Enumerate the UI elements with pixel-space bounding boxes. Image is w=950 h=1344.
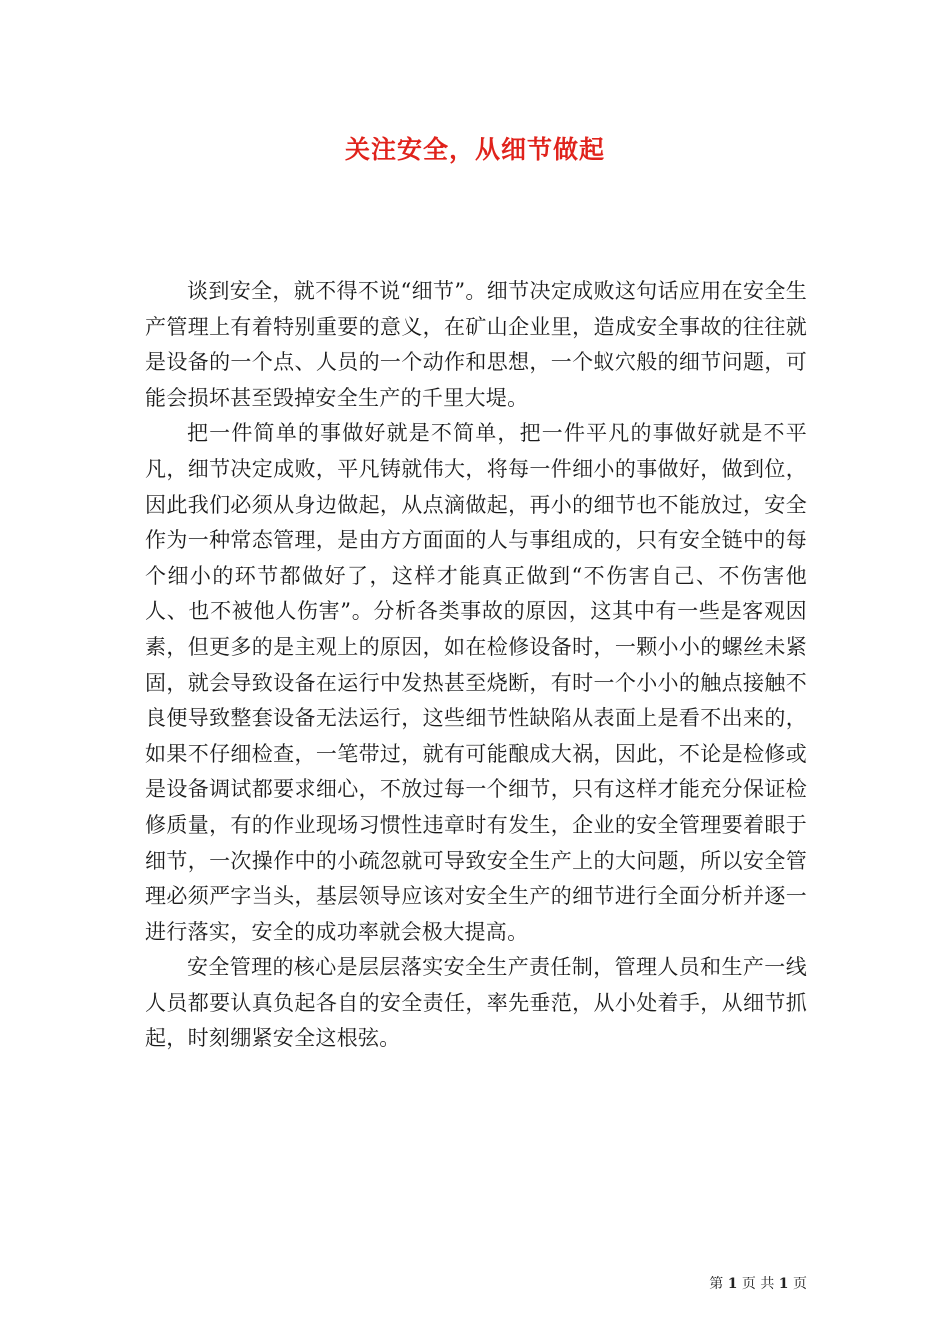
paragraph-1: 谈到安全，就不得不说“细节”。细节决定成败这句话应用在安全生产管理上有着特别重要的意义，在矿山企业里，造成安全事故的往往就是设备的一个点、人员的一个动作和思想，一个蚁穴般的细节问题，可能会损坏甚至毁掉安全生产的千里大堤。 bbox=[145, 279, 807, 410]
footer-middle: 页 共 bbox=[741, 1276, 775, 1292]
document-body bbox=[145, 274, 807, 1057]
current-page-number: 1 bbox=[727, 1276, 738, 1292]
total-page-number: 1 bbox=[778, 1276, 789, 1292]
footer-suffix: 页 bbox=[793, 1276, 807, 1292]
footer-prefix: 第 bbox=[709, 1276, 724, 1292]
paragraph-3: 安全管理的核心是层层落实安全生产责任制，管理人员和生产一线人员都要认真负起各自的安全责任，率先垂范，从小处着手，从细节抓起，时刻绷紧安全这根弦。 bbox=[145, 955, 807, 1051]
document-title: 关注安全，从细节做起 bbox=[344, 135, 605, 164]
page-number-footer bbox=[709, 1273, 807, 1293]
paragraph-2: 把一件简单的事做好就是不简单，把一件平凡的事做好就是不平凡，细节决定成败，平凡铸就伟大，将每一件细小的事做好，做到位，因此我们必须从身边做起，从点滴做起，再小的细节也不能放过，安全作为一种常态管理，是由方方面面的人与事组成的，只有安全链中的每个细小的环节都做好了，这样才能真正做到“不伤害自己、不伤害他人、也不被他人伤害”。分析各类事故的原因，这其中有一些是客观因素，但更多的是主观上的原因，如在检修设备时，一颗小小的螺丝未紧固，就会导致设备在运行中发热甚至烧断，有时一个小小的触点接触不良便导致整套设备无法运行，这些细节性缺陷从表面上是看不出来的，如果不仔细检查，一笔带过，就有可能酿成大祸，因此，不论是检修或是设备调试都要求细心，不放过每一个细节，只有这样才能充分保证检修质量，有的作业现场习惯性违章时有发生，企业的安全管理要着眼于细节，一次操作中的小疏忽就可导致安全生产上的大问题，所以安全管理必须严字当头，基层领导应该对安全生产的细节进行全面分析并逐一进行落实，安全的成功率就会极大提高。 bbox=[145, 421, 807, 944]
